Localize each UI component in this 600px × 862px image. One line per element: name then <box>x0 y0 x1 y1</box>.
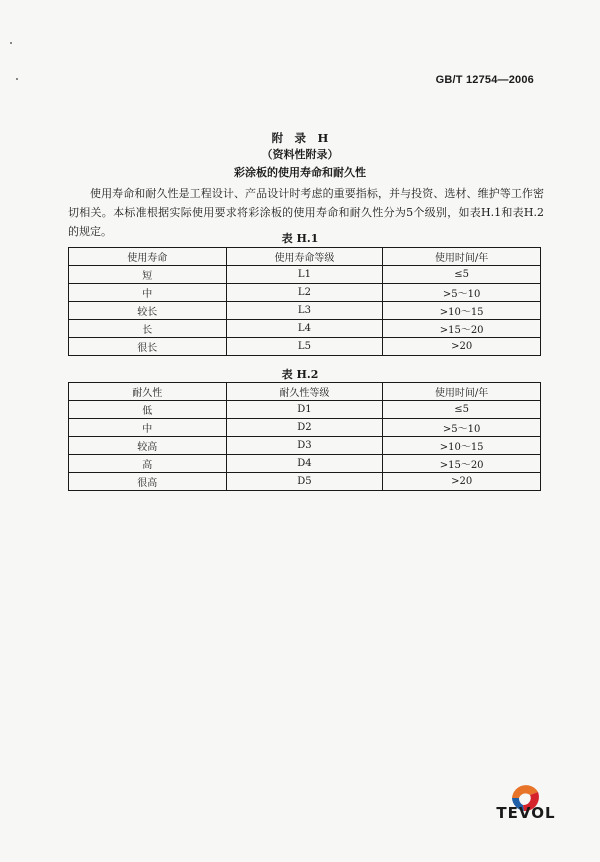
table-cell: >20 <box>383 338 541 356</box>
table-cell: 很高 <box>69 473 227 491</box>
table-cell: L5 <box>226 338 383 356</box>
table-cell: 较高 <box>69 437 227 455</box>
table-cell: L2 <box>226 284 383 302</box>
table-row <box>69 266 541 284</box>
table-cell: >5～10 <box>383 284 541 302</box>
scan-mark <box>10 42 12 44</box>
table-row <box>69 401 541 419</box>
table-cell: >10～15 <box>383 302 541 320</box>
column-header: 耐久性等级 <box>226 383 383 401</box>
table-cell: 很长 <box>69 338 227 356</box>
logo-wordmark: TEVOL <box>496 804 556 822</box>
column-header: 使用时间/年 <box>383 248 541 266</box>
table-cell: 较长 <box>69 302 227 320</box>
table-cell: L1 <box>226 266 383 284</box>
table-h2-caption: 表 H.2 <box>281 368 319 381</box>
table-cell: L3 <box>226 302 383 320</box>
table-cell: >5～10 <box>383 419 541 437</box>
table-row <box>69 419 541 437</box>
table-header-row <box>69 248 541 266</box>
table-cell: D3 <box>226 437 383 455</box>
column-header: 使用寿命 <box>69 248 227 266</box>
table-row <box>69 437 541 455</box>
column-header: 使用时间/年 <box>383 383 541 401</box>
table-row <box>69 320 541 338</box>
appendix-type: （资料性附录） <box>261 148 339 161</box>
table-cell: ≤5 <box>383 266 541 284</box>
scan-mark <box>16 78 18 80</box>
appendix-title: 附 录 H <box>271 131 329 145</box>
body-paragraph: 使用寿命和耐久性是工程设计、产品设计时考虑的重要指标，并与投资、选材、维护等工作密切相关。本标准根据实际使用要求将彩涂板的使用寿命和耐久性分为5个级别，如表H.1和表H.2的规定。 <box>68 187 544 238</box>
table-cell: D5 <box>226 473 383 491</box>
appendix-subject: 彩涂板的使用寿命和耐久性 <box>234 166 366 179</box>
table-cell: L4 <box>226 320 383 338</box>
table-cell: 低 <box>69 401 227 419</box>
table-h1-caption: 表 H.1 <box>281 232 319 245</box>
table-cell: >15～20 <box>383 455 541 473</box>
column-header: 耐久性 <box>69 383 227 401</box>
table-cell: 短 <box>69 266 227 284</box>
table-cell: >15～20 <box>383 320 541 338</box>
table-cell: 高 <box>69 455 227 473</box>
standard-code: GB/T 12754—2006 <box>435 74 534 86</box>
table-cell: 长 <box>69 320 227 338</box>
table-cell: 中 <box>69 419 227 437</box>
table-cell: D2 <box>226 419 383 437</box>
table-h1 <box>68 247 541 356</box>
table-row <box>69 302 541 320</box>
table-cell: D1 <box>226 401 383 419</box>
table-header-row <box>69 383 541 401</box>
table-row <box>69 455 541 473</box>
column-header: 使用寿命等级 <box>226 248 383 266</box>
table-cell: >10～15 <box>383 437 541 455</box>
table-row <box>69 473 541 491</box>
table-row <box>69 284 541 302</box>
table-cell: >20 <box>383 473 541 491</box>
table-h2 <box>68 382 541 491</box>
table-row <box>69 338 541 356</box>
table-cell: ≤5 <box>383 401 541 419</box>
table-cell: D4 <box>226 455 383 473</box>
table-cell: 中 <box>69 284 227 302</box>
